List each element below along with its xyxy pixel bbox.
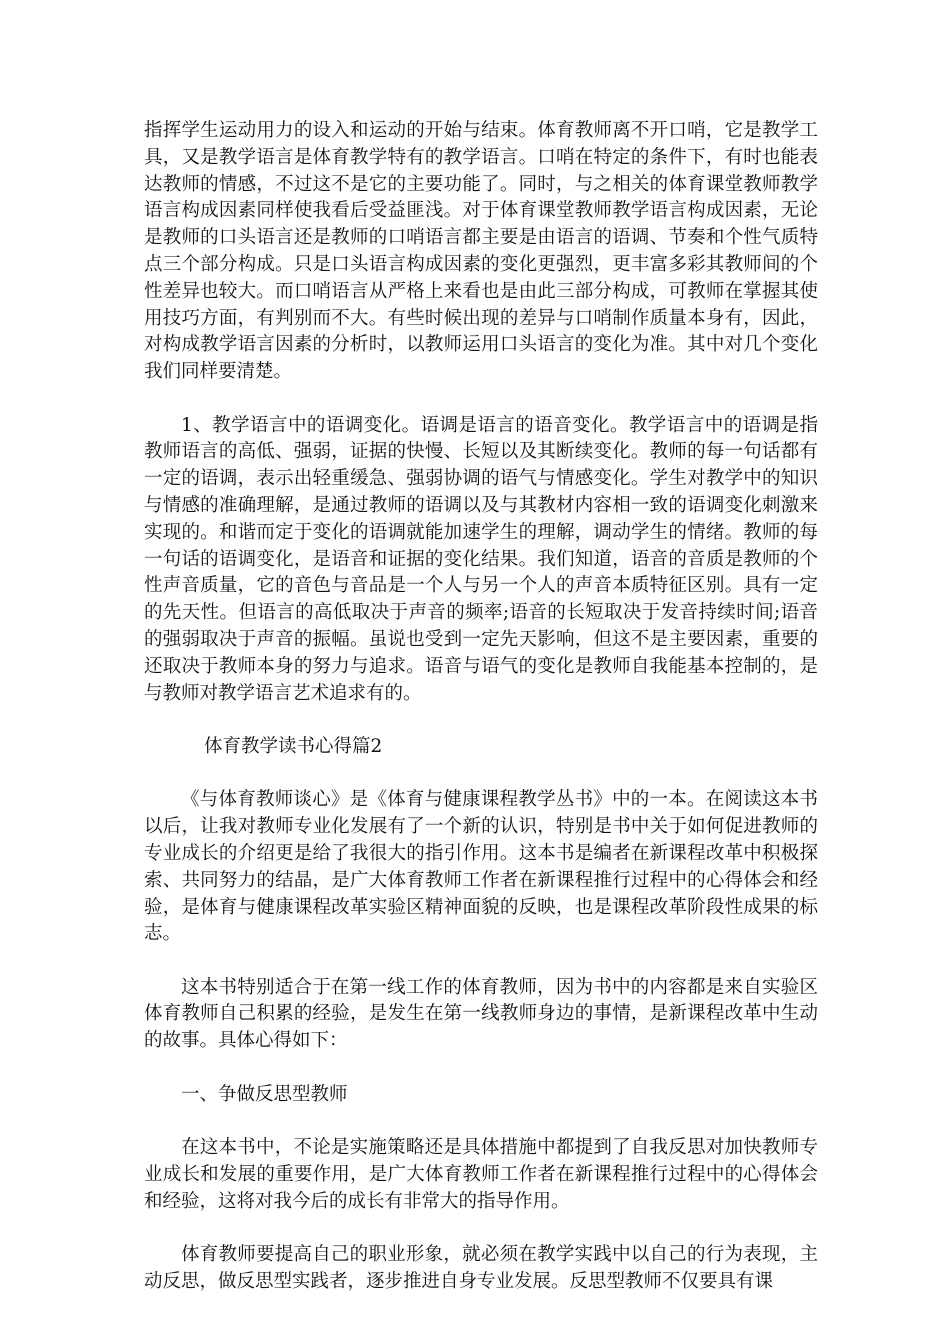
paragraph-6: 体育教师要提高自己的职业形象，就必须在教学实践中以自己的行为表现，主动反思，做反思型实践者，逐步推进自身专业发展。反思型教师不仅要具有课 <box>144 1244 818 1292</box>
paragraph-2: 1、教学语言中的语调变化。语调是语言的语音变化。教学语言中的语调是指教师语言的高低、强弱，证据的快慢、长短以及其断续变化。教师的每一句话都有一定的语调，表示出轻重缓急、强弱协调的语气与情感变化。学生对教学中的知识与情感的准确理解，是通过教师的语调以及与其教材内容相一致的语调变化刺激来实现的。和谐而定于变化的语调就能加速学生的理解，调动学生的情绪。教师的每一句话的语调变化，是语音和证据的变化结果。我们知道，语音的音质是教师的个性声音质量，它的音色与音品是一个人与另一个人的声音本质特征区别。具有一定的先天性。但语言的高低取决于声音的频率;语音的长短取决于发音持续时间;语音的强弱取决于声音的振幅。虽说也受到一定先天影响，但这不是主要因素，重要的还取决于教师本身的努力与追求。语音与语气的变化是教师自我能基本控制的，是与教师对教学语言艺术追求有的。 <box>144 414 818 704</box>
paragraph-4: 这本书特别适合于在第一线工作的体育教师，因为书中的内容都是来自实验区体育教师自己积累的经验，是发生在第一线教师身边的事情，是新课程改革中生动的故事。具体心得如下： <box>144 976 818 1052</box>
document-page <box>144 118 818 1322</box>
paragraph-5: 在这本书中，不论是实施策略还是具体措施中都提到了自我反思对加快教师专业成长和发展的重要作用，是广大体育教师工作者在新课程推行过程中的心得体会和经验，这将对我今后的成长有非常大的指导作用。 <box>144 1137 818 1212</box>
section-heading: 体育教学读书心得篇2 <box>204 735 383 757</box>
subsection-heading: 一、争做反思型教师 <box>181 1083 348 1105</box>
paragraph-3: 《与体育教师谈心》是《体育与健康课程教学丛书》中的一本。在阅读这本书以后，让我对教师专业化发展有了一个新的认识，特别是书中关于如何促进教师的专业成长的介绍更是给了我很大的指引作用。这本书是编者在新课程改革中积极探索、共同努力的结晶，是广大体育教师工作者在新课程推行过程中的心得体会和经验，是体育与健康课程改革实验区精神面貌的反映，也是课程改革阶段性成果的标志。 <box>144 789 818 945</box>
paragraph-1: 指挥学生运动用力的设入和运动的开始与结束。体育教师离不开口哨，它是教学工具，又是教学语言是体育教学特有的教学语言。口哨在特定的条件下，有时也能表达教师的情感，不过这不是它的主要功能了。同时，与之相关的体育课堂教师教学语言构成因素同样使我看后受益匪浅。对于体育课堂教师教学语言构成因素，无论是教师的口头语言还是教师的口哨语言都主要是由语言的语调、节奏和个性气质特点三个部分构成。只是口头语言构成因素的变化更强烈，更丰富多彩其教师间的个性差异也较大。而口哨语言从严格上来看也是由此三部分构成，可教师在掌握其使用技巧方面，有判别而不大。有些时候出现的差异与口哨制作质量本身有，因此，对构成教学语言因素的分析时，以教师运用口头语言的变化为准。其中对几个变化我们同样要清楚。 <box>144 120 818 383</box>
